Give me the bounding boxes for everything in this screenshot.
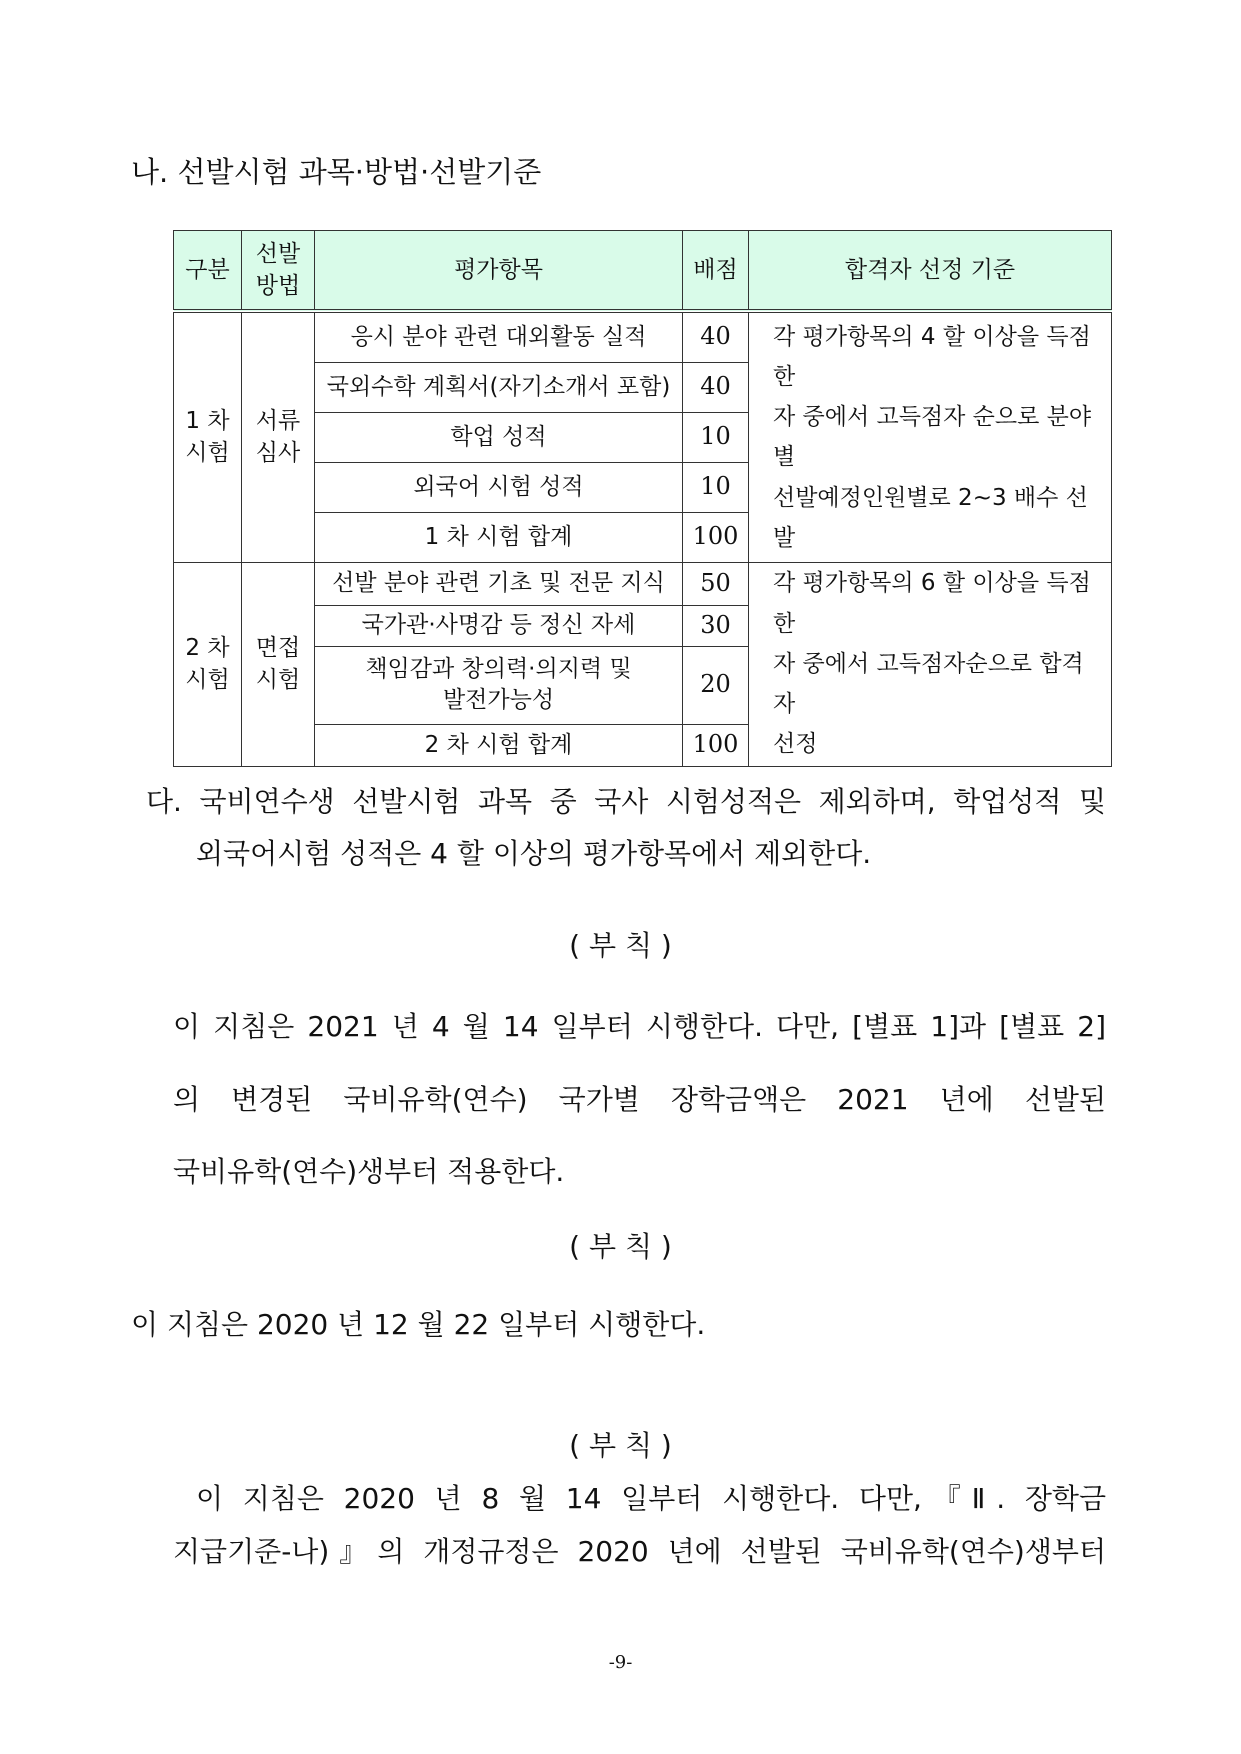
stage2-criteria-line2: 자 중에서 고득점자순으로 합격자: [773, 650, 1084, 718]
stage1-item-name: 국외수학 계획서(자기소개서 포함): [315, 362, 683, 412]
stage2-criteria-line1: 각 평가항목의 6 할 이상을 득점한: [773, 570, 1091, 637]
stage1-category: [174, 311, 242, 562]
stage1-item-score: 40: [683, 362, 749, 412]
table-row: [174, 562, 1112, 605]
stage2-method-line2: 시험: [255, 667, 301, 693]
addendum3-line2: 지급기준-나)』의 개정규정은 2020 년에 선발된 국비유학(연수)생부터: [173, 1535, 1106, 1568]
stage2-method-line1: 면접: [255, 634, 301, 661]
header-score: 배점: [683, 231, 749, 312]
header-method-line1: 선발: [255, 240, 301, 267]
stage1-total-score: 100: [683, 512, 749, 562]
section-heading-na: 나. 선발시험 과목·방법·선발기준: [131, 155, 542, 189]
stage1-method-line1: 서류: [255, 408, 301, 435]
addendum1-line2: 의 변경된 국비유학(연수) 국가별 장학금액은 2021 년에 선발된: [173, 1083, 1106, 1116]
stage1-method: [242, 311, 315, 562]
addendum2-title: ( 부 칙 ): [569, 1230, 672, 1263]
header-method-line2: 방법: [255, 273, 301, 299]
section-da-line1: 다. 국비연수생 선발시험 과목 중 국사 시험성적은 제외하며, 학업성적 및: [146, 785, 1106, 818]
stage1-criteria-line2: 자 중에서 고득점자 순으로 분야별: [773, 404, 1092, 471]
stage1-criteria: [749, 311, 1112, 562]
stage2-item-name: [315, 646, 683, 724]
header-method: [242, 231, 315, 312]
stage1-item-score: 40: [683, 311, 749, 362]
stage1-total-label: 1 차 시험 합계: [315, 512, 683, 562]
stage2-method: [242, 562, 315, 766]
stage1-criteria-line3: 선발예정인원별로 2~3 배수 선발: [773, 484, 1088, 551]
stage1-item-name: 외국어 시험 성적: [315, 462, 683, 512]
addendum2-line: 이 지침은 2020 년 12 월 22 일부터 시행한다.: [131, 1308, 706, 1341]
stage2-item-name-line2: 발전가능성: [442, 687, 555, 713]
stage2-total-label: 2 차 시험 합계: [315, 724, 683, 766]
stage1-item-name: 응시 분야 관련 대외활동 실적: [315, 311, 683, 362]
header-eval-item: 평가항목: [315, 231, 683, 312]
stage2-item-name: 국가관·사명감 등 정신 자세: [315, 605, 683, 646]
stage2-item-score: 50: [683, 562, 749, 605]
stage1-item-name: 학업 성적: [315, 412, 683, 462]
addendum3-line1: 이 지침은 2020 년 8 월 14 일부터 시행한다. 다만,『Ⅱ. 장학금: [196, 1482, 1106, 1515]
stage1-category-line1: 1 차: [185, 408, 230, 435]
stage2-item-name-line1: 책임감과 창의력·의지력 및: [365, 655, 632, 682]
stage1-method-line2: 심사: [255, 440, 301, 467]
stage2-item-score: 30: [683, 605, 749, 646]
stage2-item-name: 선발 분야 관련 기초 및 전문 지식: [315, 562, 683, 605]
table-row: [174, 311, 1112, 362]
stage1-criteria-line1: 각 평가항목의 4 할 이상을 득점한: [773, 323, 1091, 390]
stage2-category: [174, 562, 242, 766]
addendum1-line3: 국비유학(연수)생부터 적용한다.: [173, 1155, 565, 1188]
page-number: -9-: [608, 1652, 633, 1673]
stage2-category-line1: 2 차: [185, 634, 230, 661]
stage1-item-score: 10: [683, 412, 749, 462]
stage2-category-line2: 시험: [185, 667, 230, 693]
selection-criteria-table: [173, 230, 1112, 767]
stage2-total-score: 100: [683, 724, 749, 766]
addendum1-title: ( 부 칙 ): [569, 929, 672, 962]
addendum3-title: ( 부 칙 ): [569, 1429, 672, 1462]
stage2-criteria: [749, 562, 1112, 766]
stage1-category-line2: 시험: [185, 440, 230, 467]
header-criteria: 합격자 선정 기준: [749, 231, 1112, 312]
section-da-line2: 외국어시험 성적은 4 할 이상의 평가항목에서 제외한다.: [196, 837, 872, 870]
stage2-criteria-line3: 선정: [773, 731, 818, 758]
table-header-row: [174, 231, 1112, 312]
stage2-item-score: 20: [683, 646, 749, 724]
stage1-item-score: 10: [683, 462, 749, 512]
addendum1-line1: 이 지침은 2021 년 4 월 14 일부터 시행한다. 다만, [별표 1]과 [별표 2]: [173, 1010, 1106, 1043]
header-category: 구분: [174, 231, 242, 312]
